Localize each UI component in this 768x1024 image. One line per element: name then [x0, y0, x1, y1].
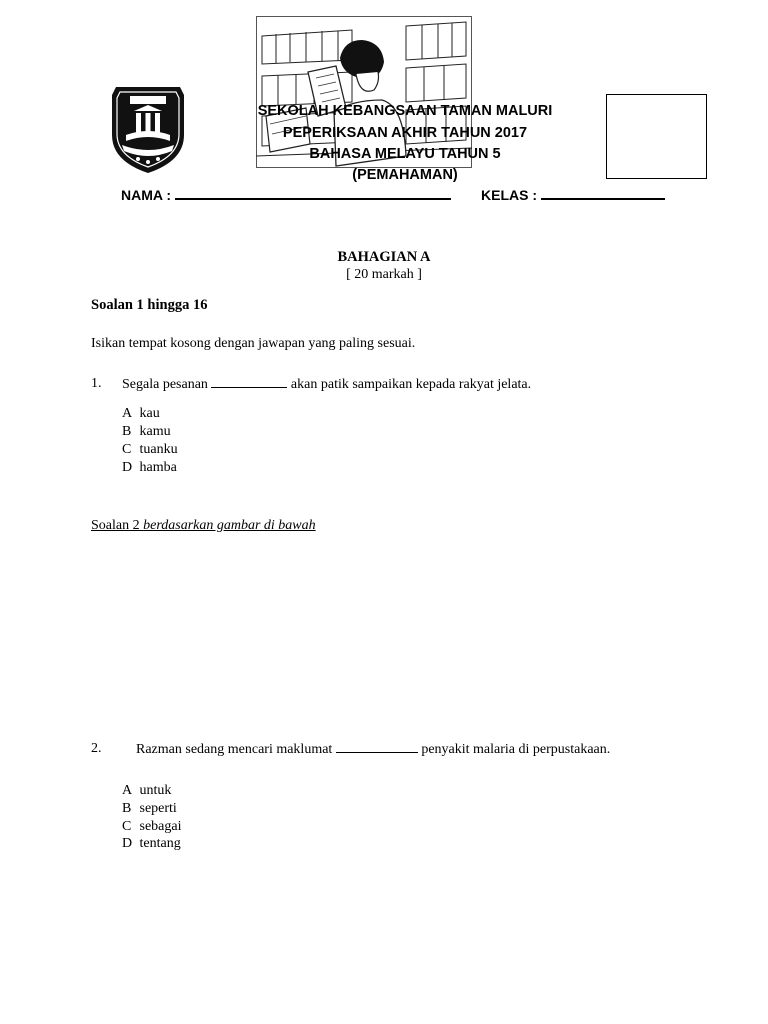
option-letter: A	[122, 783, 133, 798]
question-number: 1.	[91, 376, 102, 391]
option-text: seperti	[139, 801, 177, 816]
question-2-text	[136, 740, 610, 759]
class-field[interactable]	[481, 186, 665, 203]
option-text: tentang	[139, 836, 181, 851]
instruction: Isikan tempat kosong dengan jawapan yang paling sesuai.	[91, 336, 416, 351]
option-a[interactable]	[122, 782, 171, 800]
answer-blank	[211, 375, 287, 388]
option-a[interactable]	[122, 405, 160, 423]
option-c[interactable]	[122, 818, 181, 836]
school-crest-logo	[108, 83, 188, 175]
subject-title: BAHASA MELAYU TAHUN 5	[309, 146, 501, 162]
picture-instruction	[91, 517, 316, 535]
name-blank[interactable]	[175, 186, 451, 200]
option-letter: B	[122, 424, 132, 439]
option-b[interactable]	[122, 423, 171, 441]
picture-instruction-rest: berdasarkan gambar di bawah	[143, 518, 316, 533]
option-letter: D	[122, 460, 133, 475]
option-letter: D	[122, 836, 133, 851]
picture-instruction-prefix: Soalan 2	[91, 518, 140, 533]
option-text: hamba	[139, 460, 177, 475]
marks-box	[606, 94, 707, 179]
option-b[interactable]	[122, 800, 177, 818]
option-letter: B	[122, 801, 132, 816]
option-c[interactable]	[122, 441, 178, 459]
class-label: KELAS :	[481, 187, 537, 203]
option-text: sebagai	[139, 819, 182, 834]
question-1-text	[122, 375, 531, 394]
school-name: SEKOLAH KEBANGSAAN TAMAN MALURI	[257, 103, 553, 119]
option-text: untuk	[139, 783, 172, 798]
answer-blank	[336, 740, 418, 753]
exam-title: PEPERIKSAAN AKHIR TAHUN 2017	[282, 125, 528, 141]
option-text: kau	[139, 406, 160, 421]
question-text-after: akan patik sampaikan kepada rakyat jelata.	[290, 377, 532, 392]
question-range: Soalan 1 hingga 16	[91, 297, 208, 313]
option-letter: C	[122, 442, 132, 457]
option-letter: C	[122, 819, 132, 834]
class-blank[interactable]	[541, 186, 665, 200]
option-d[interactable]	[122, 835, 181, 853]
option-text: tuanku	[139, 442, 178, 457]
section-title: BAHAGIAN A	[337, 249, 431, 265]
name-field[interactable]	[121, 186, 451, 203]
question-text-after: penyakit malaria di perpustakaan.	[421, 742, 611, 757]
question-text-before: Razman sedang mencari maklumat	[136, 742, 333, 757]
section-marks: [ 20 markah ]	[346, 267, 422, 282]
question-number: 2.	[91, 741, 102, 756]
option-letter: A	[122, 406, 133, 421]
option-d[interactable]	[122, 459, 177, 477]
question-text-before: Segala pesanan	[122, 377, 208, 392]
option-text: kamu	[139, 424, 171, 439]
paper-title: (PEMAHAMAN)	[352, 167, 458, 183]
name-label: NAMA :	[121, 187, 172, 203]
